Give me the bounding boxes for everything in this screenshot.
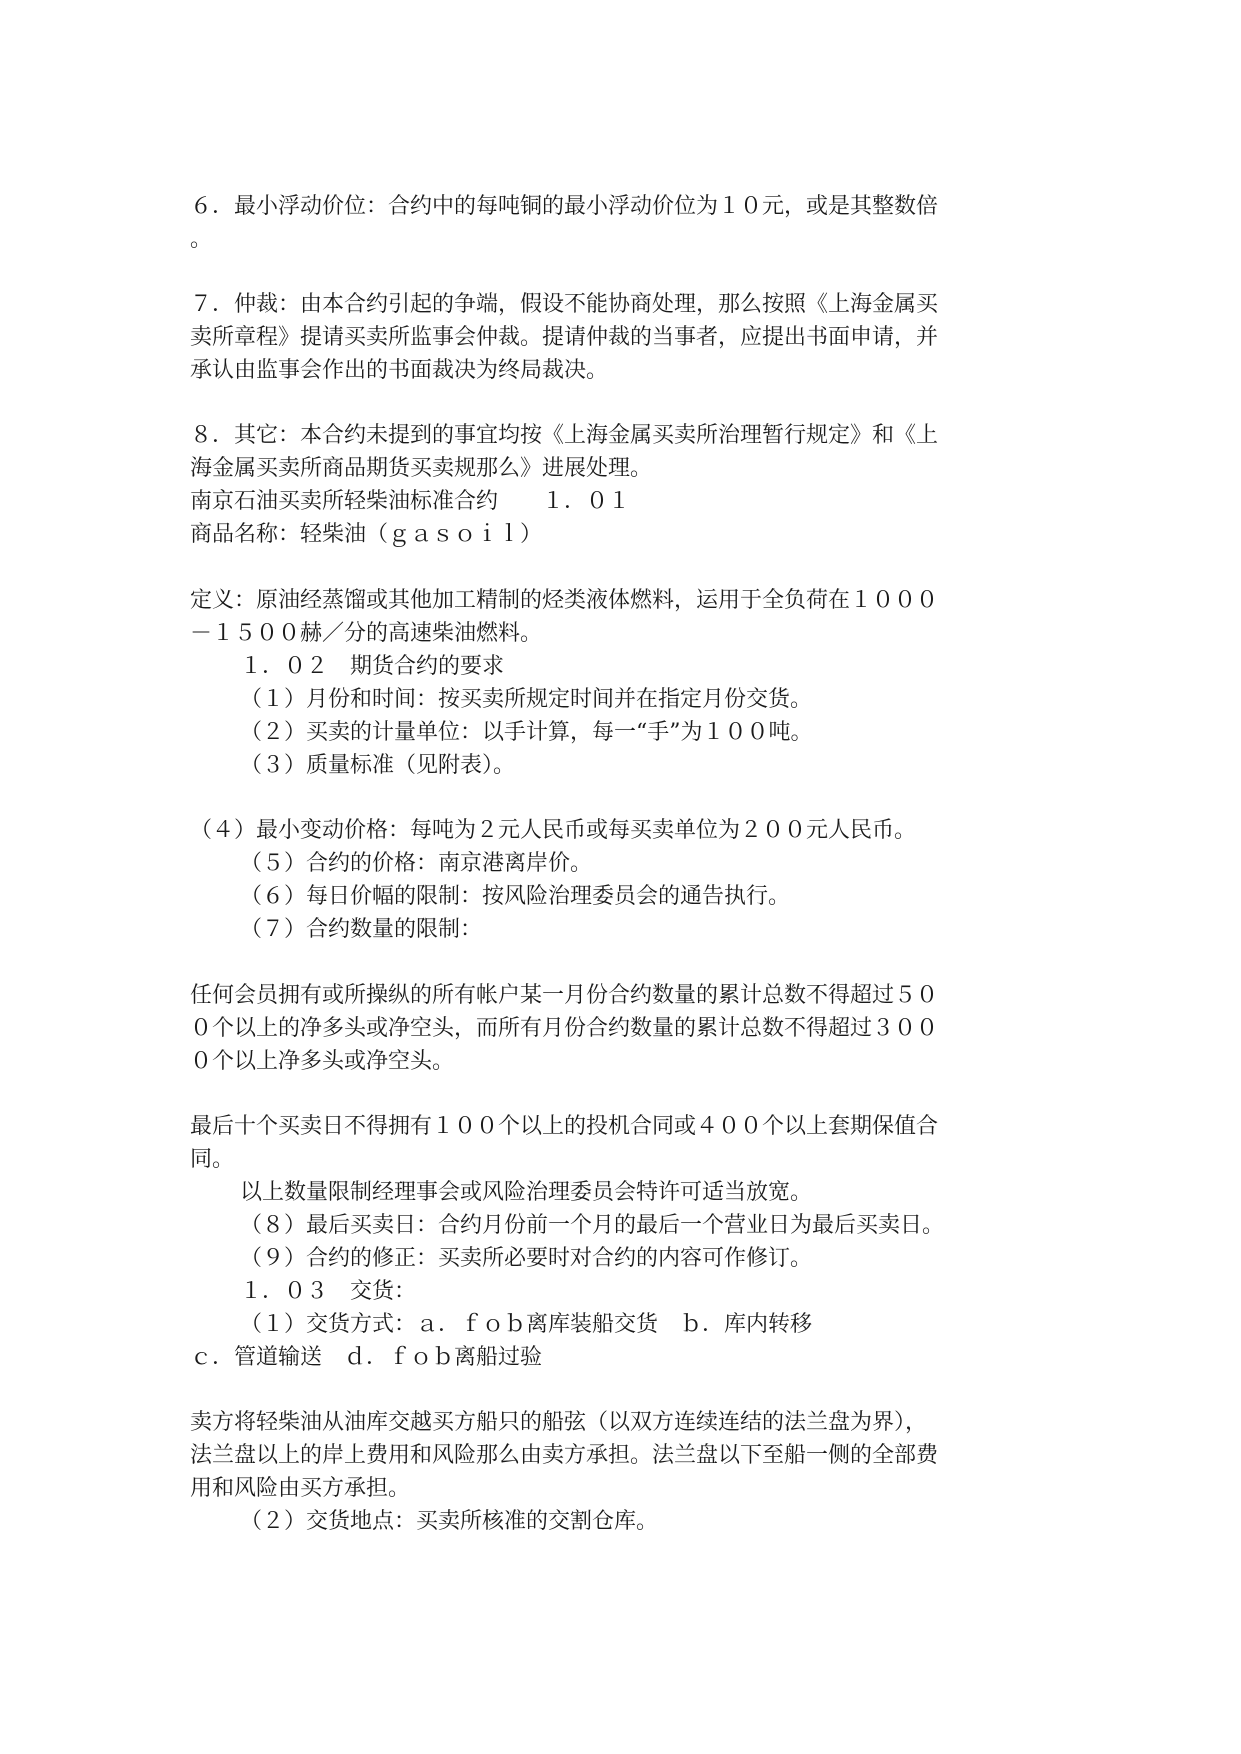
text-line: ８．其它：本合约未提到的事宜均按《上海金属买卖所治理暂行规定》和《上: [190, 423, 939, 448]
text-line: 任何会员拥有或所操纵的所有帐户某一月份合约数量的累计总数不得超过５０: [190, 983, 939, 1008]
text-line: （６）每日价幅的限制：按风险治理委员会的通告执行。: [240, 884, 791, 909]
text-line: １．０３ 交货：: [240, 1279, 417, 1304]
text-line: 。: [190, 227, 213, 252]
text-line: 同。: [190, 1147, 235, 1172]
text-line: 定义：原油经蒸馏或其他加工精制的烃类液体燃料，运用于全负荷在１０００: [190, 588, 939, 613]
text-line: （２）交货地点：买卖所核准的交割仓库。: [240, 1509, 659, 1534]
text-line: １．０２ 期货合约的要求: [240, 654, 505, 679]
text-line: 承认由监事会作出的书面裁决为终局裁决。: [190, 358, 609, 383]
text-line: 南京石油买卖所轻柴油标准合约 １．０１: [190, 489, 631, 514]
text-line: 卖所章程》提请买卖所监事会仲裁。提请仲裁的当事者，应提出书面申请，并: [190, 325, 939, 350]
text-line: 用和风险由买方承担。: [190, 1476, 411, 1501]
text-line: ０个以上的净多头或净空头，而所有月份合约数量的累计总数不得超过３００: [190, 1016, 939, 1041]
text-line: （１）交货方式：ａ．ｆｏｂ离库装船交货 ｂ．库内转移: [240, 1312, 813, 1337]
text-line: （９）合约的修正：买卖所必要时对合约的内容可作修订。: [240, 1246, 813, 1271]
text-line: （８）最后买卖日：合约月份前一个月的最后一个营业日为最后买卖日。: [240, 1213, 945, 1238]
text-line: ７．仲裁：由本合约引起的争端，假设不能协商处理，那么按照《上海金属买: [190, 292, 939, 317]
text-line: 商品名称：轻柴油（ｇａｓｏｉｌ）: [190, 522, 543, 547]
text-line: 海金属买卖所商品期货买卖规那么》进展处理。: [190, 456, 653, 481]
text-line: 以上数量限制经理事会或风险治理委员会特许可适当放宽。: [240, 1180, 813, 1205]
text-line: （３）质量标准（见附表）。: [240, 753, 516, 778]
text-line: ０个以上净多头或净空头。: [190, 1049, 455, 1074]
text-line: ６．最小浮动价位：合约中的每吨铜的最小浮动价位为１０元，或是其整数倍: [190, 194, 939, 219]
text-line: 最后十个买卖日不得拥有１００个以上的投机合同或４００个以上套期保值合: [190, 1114, 939, 1139]
text-line: 卖方将轻柴油从油库交越买方船只的船弦（以双方连续连结的法兰盘为界），: [190, 1410, 928, 1435]
text-line: （１）月份和时间：按买卖所规定时间并在指定月份交货。: [240, 687, 813, 712]
text-line: －１５００赫／分的高速柴油燃料。: [190, 621, 543, 646]
text-line: （７）合约数量的限制：: [240, 917, 483, 942]
text-line: （４）最小变动价格：每吨为２元人民币或每买卖单位为２００元人民币。: [190, 818, 917, 843]
text-line: ｃ．管道输送 ｄ．ｆｏｂ离船过验: [190, 1345, 543, 1370]
text-line: 法兰盘以上的岸上费用和风险那么由卖方承担。法兰盘以下至船一侧的全部费: [190, 1443, 939, 1468]
text-line: （２）买卖的计量单位：以手计算，每一“手”为１００吨。: [240, 720, 813, 745]
text-line: （５）合约的价格：南京港离岸价。: [240, 851, 593, 876]
